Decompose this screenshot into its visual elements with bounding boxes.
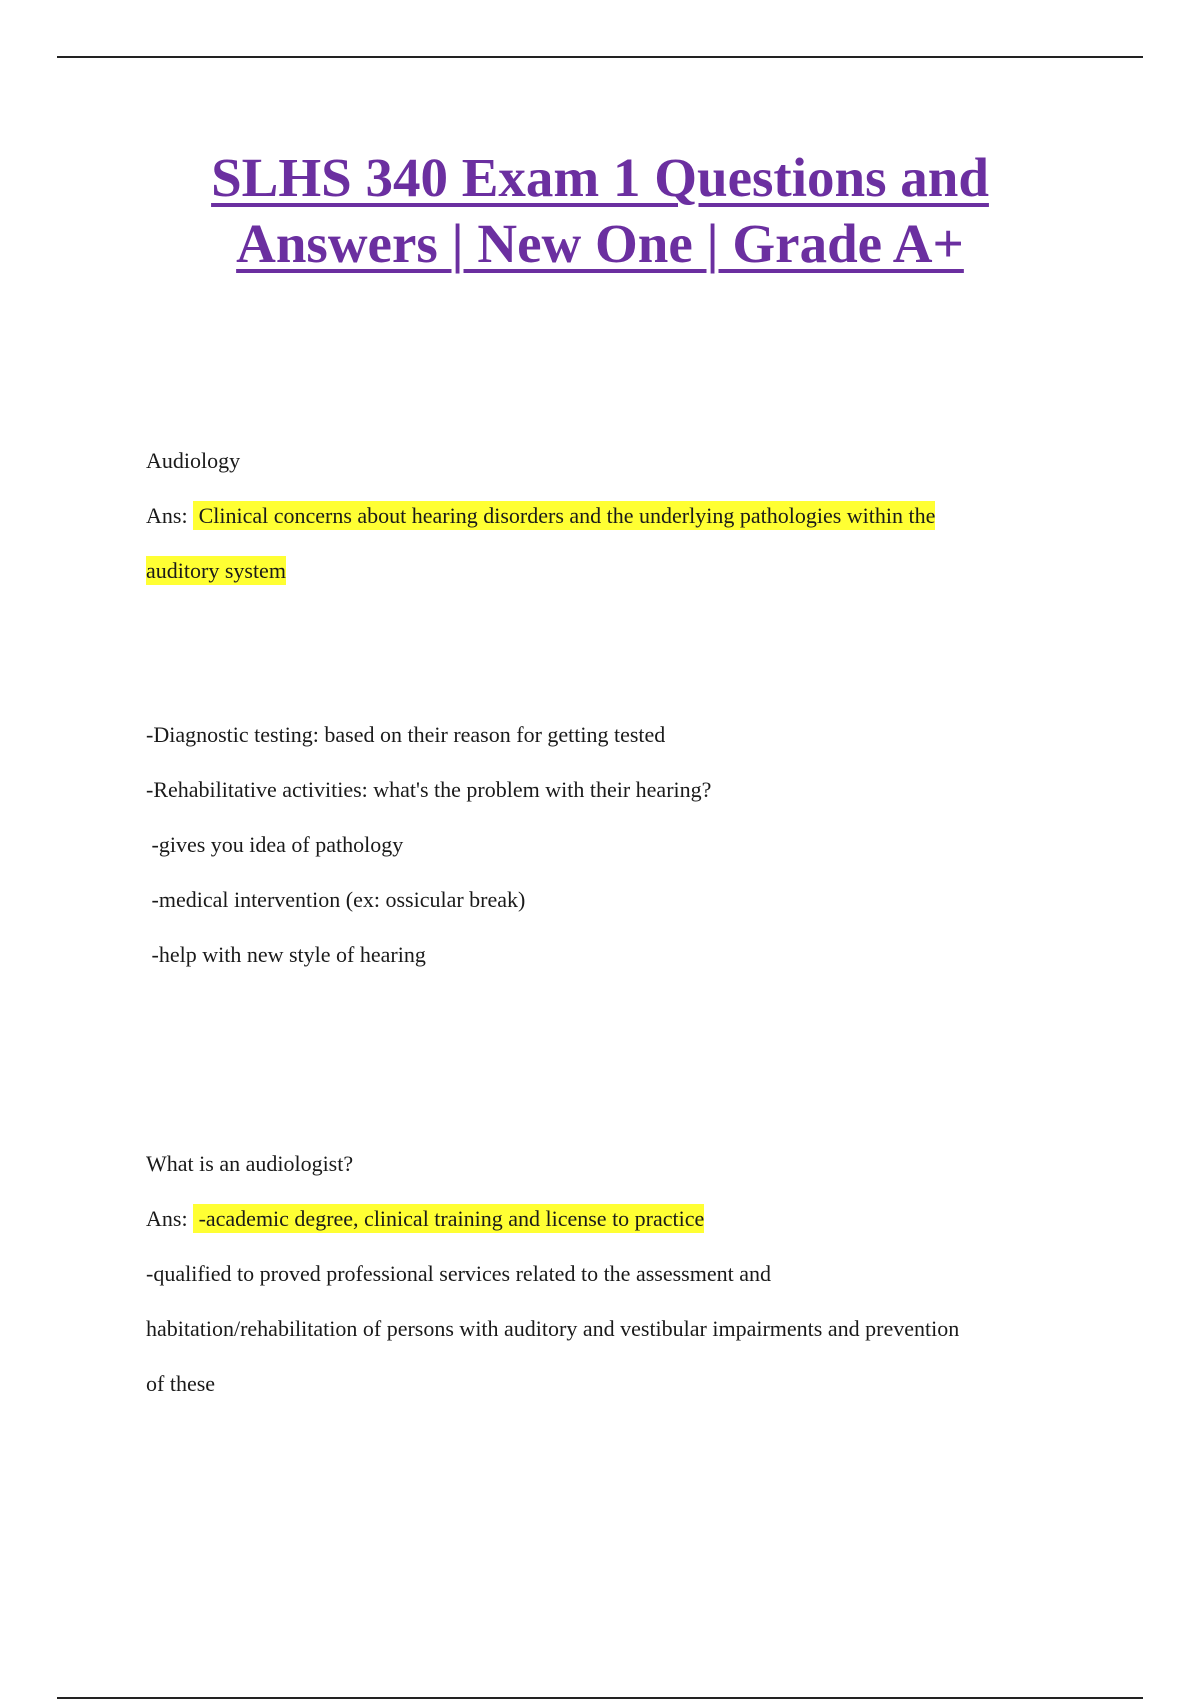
qa-item-audiology bbox=[146, 433, 1066, 598]
title-line-1: SLHS 340 Exam 1 Questions and bbox=[211, 147, 989, 208]
notes-audiology bbox=[146, 707, 1066, 982]
note-line: -medical intervention (ex: ossicular break) bbox=[146, 887, 526, 912]
answer-line-2 bbox=[146, 543, 1066, 598]
answer-highlight: Clinical concerns about hearing disorders and the underlying pathologies within the bbox=[193, 503, 936, 528]
answer-prefix: Ans: bbox=[146, 1206, 188, 1231]
title-line-2: Answers | New One | Grade A+ bbox=[236, 213, 964, 274]
note-line: -help with new style of hearing bbox=[146, 942, 426, 967]
answer-highlight: -academic degree, clinical training and license to practice bbox=[193, 1206, 705, 1231]
question-text: Audiology bbox=[146, 448, 241, 473]
question-text: What is an audiologist? bbox=[146, 1151, 354, 1176]
note-line: -Diagnostic testing: based on their reason for getting tested bbox=[146, 722, 666, 747]
answer-line-1 bbox=[146, 488, 1066, 543]
note-line: of these bbox=[146, 1371, 216, 1396]
bottom-rule bbox=[57, 1697, 1143, 1699]
note-line: -Rehabilitative activities: what's the problem with their hearing? bbox=[146, 777, 712, 802]
qa-item-audiologist bbox=[146, 1136, 1066, 1411]
page-title bbox=[0, 145, 1200, 277]
answer-prefix: Ans: bbox=[146, 503, 188, 528]
top-rule bbox=[57, 56, 1143, 58]
answer-highlight-continued: auditory system bbox=[146, 558, 286, 583]
note-line: habitation/rehabilitation of persons with auditory and vestibular impairments and prevention bbox=[146, 1316, 960, 1341]
answer-line-1 bbox=[146, 1191, 1066, 1246]
note-line: -gives you idea of pathology bbox=[146, 832, 404, 857]
note-line: -qualified to proved professional services related to the assessment and bbox=[146, 1261, 771, 1286]
